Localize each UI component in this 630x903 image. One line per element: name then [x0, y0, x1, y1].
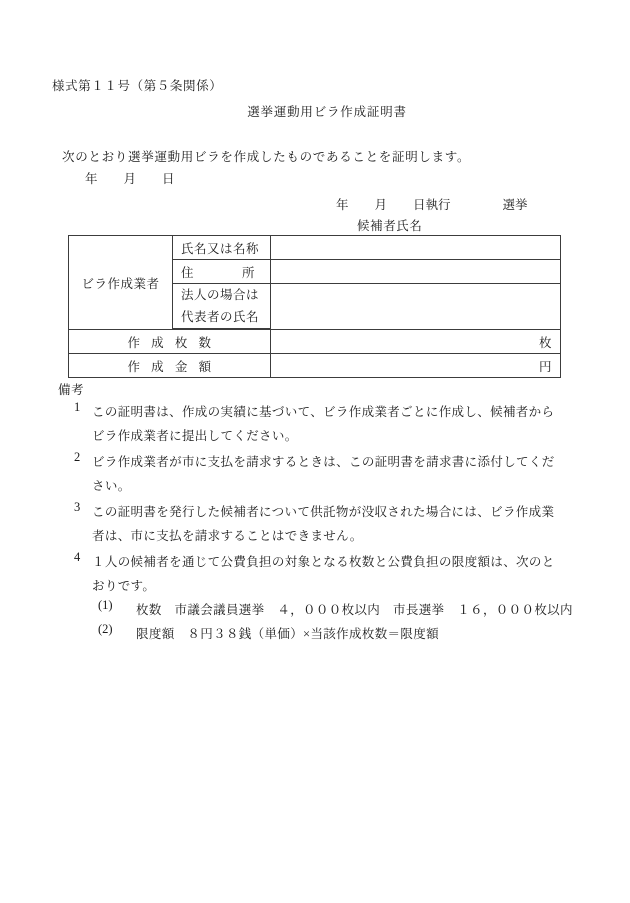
created-amount-value[interactable] [271, 354, 561, 378]
printer-address-label [173, 260, 271, 284]
note-text-line: この証明書は、作成の実績に基づいて、ビラ作成業者ごとに作成し、候補者から [92, 405, 555, 419]
created-amount-label-char: 金 [174, 359, 188, 374]
note-text-line: ビラ作成業者に提出してください。 [92, 429, 298, 443]
note-item [58, 500, 588, 548]
printer-address-value[interactable] [271, 260, 561, 284]
election-day-execute: 日執行 [413, 198, 451, 212]
note-text-line: ビラ作成業者が市に支払を請求するときは、この証明書を請求書に添付してくだ [92, 455, 555, 469]
corporate-rep-value[interactable] [271, 284, 561, 330]
note-text [92, 550, 588, 598]
corporate-rep-label-line2: 代表者の氏名 [181, 310, 260, 324]
created-count-label-char: 成 [151, 335, 165, 350]
note-sub-item [58, 622, 588, 646]
note-sub-text: 限度額 ８円３８銭（単価）×当該作成枚数＝限度額 [136, 627, 439, 641]
document-title: 選挙運動用ビラ作成証明書 [247, 105, 407, 119]
note-number: 2 [74, 450, 81, 464]
created-count-label-char: 数 [198, 335, 212, 350]
created-count-label-char: 作 [127, 335, 141, 350]
intro-statement: 次のとおり選挙運動用ビラを作成したものであることを証明します。 [62, 150, 471, 164]
certificate-table [68, 235, 561, 378]
note-item [58, 450, 588, 498]
created-count-label [69, 330, 271, 354]
note-text-line: １人の候補者を通じて公費負担の対象となる枚数と公費負担の限度額は、次のと [92, 555, 555, 569]
created-amount-unit: 円 [538, 359, 552, 374]
created-count-label-char: 枚 [174, 335, 188, 350]
created-count-value[interactable] [271, 330, 561, 354]
note-text-line: おりです。 [92, 579, 156, 593]
table-row [69, 330, 561, 354]
note-sub-number: (1) [98, 598, 113, 612]
note-number: 4 [74, 550, 81, 564]
election-date-line [336, 195, 528, 213]
notes-heading: 備考 [58, 383, 85, 397]
form-number: 様式第１１号（第５条関係） [52, 79, 223, 93]
election-month: 月 [374, 198, 388, 212]
note-text [92, 450, 588, 498]
note-number: 1 [74, 400, 81, 414]
note-number: 3 [74, 500, 81, 514]
printer-name-value[interactable] [271, 236, 561, 260]
issue-date-day: 日 [162, 172, 175, 186]
note-item [58, 550, 588, 598]
corporate-rep-label-line1: 法人の場合は [181, 288, 260, 302]
table-row [69, 354, 561, 378]
printer-group-label: ビラ作成業者 [69, 236, 173, 330]
note-sub-number: (2) [98, 622, 113, 636]
table-row [69, 236, 561, 260]
election-year: 年 [336, 198, 349, 212]
created-count-unit: 枚 [538, 335, 552, 350]
notes-section [58, 380, 588, 646]
issue-date-year: 年 [85, 172, 98, 186]
created-amount-label-char: 額 [198, 359, 212, 374]
created-amount-label-char: 作 [127, 359, 141, 374]
note-text-line: 者は、市に支払を請求することはできません。 [92, 529, 363, 543]
election-kind: 選挙 [502, 198, 528, 212]
note-text [92, 400, 588, 448]
issue-date-line [85, 169, 175, 187]
note-text-line: この証明書を発行した候補者について供託物が没収された場合には、ビラ作成業 [92, 505, 555, 519]
corporate-rep-label [173, 284, 271, 329]
note-sub-text: 枚数 市議会議員選挙 ４，０００枚以内 市長選挙 １６，０００枚以内 [136, 603, 573, 617]
issue-date-month: 月 [123, 172, 137, 186]
note-text-line: さい。 [92, 479, 131, 493]
printer-address-label-b: 所 [241, 265, 255, 280]
note-text [92, 500, 588, 548]
printer-name-label: 氏名又は名称 [173, 236, 271, 260]
note-sub-item [58, 598, 588, 622]
candidate-name-label: 候補者氏名 [357, 219, 423, 233]
printer-address-label-a: 住 [181, 265, 195, 280]
note-item [58, 400, 588, 448]
created-amount-label-char: 成 [151, 359, 165, 374]
created-amount-label [69, 354, 271, 378]
